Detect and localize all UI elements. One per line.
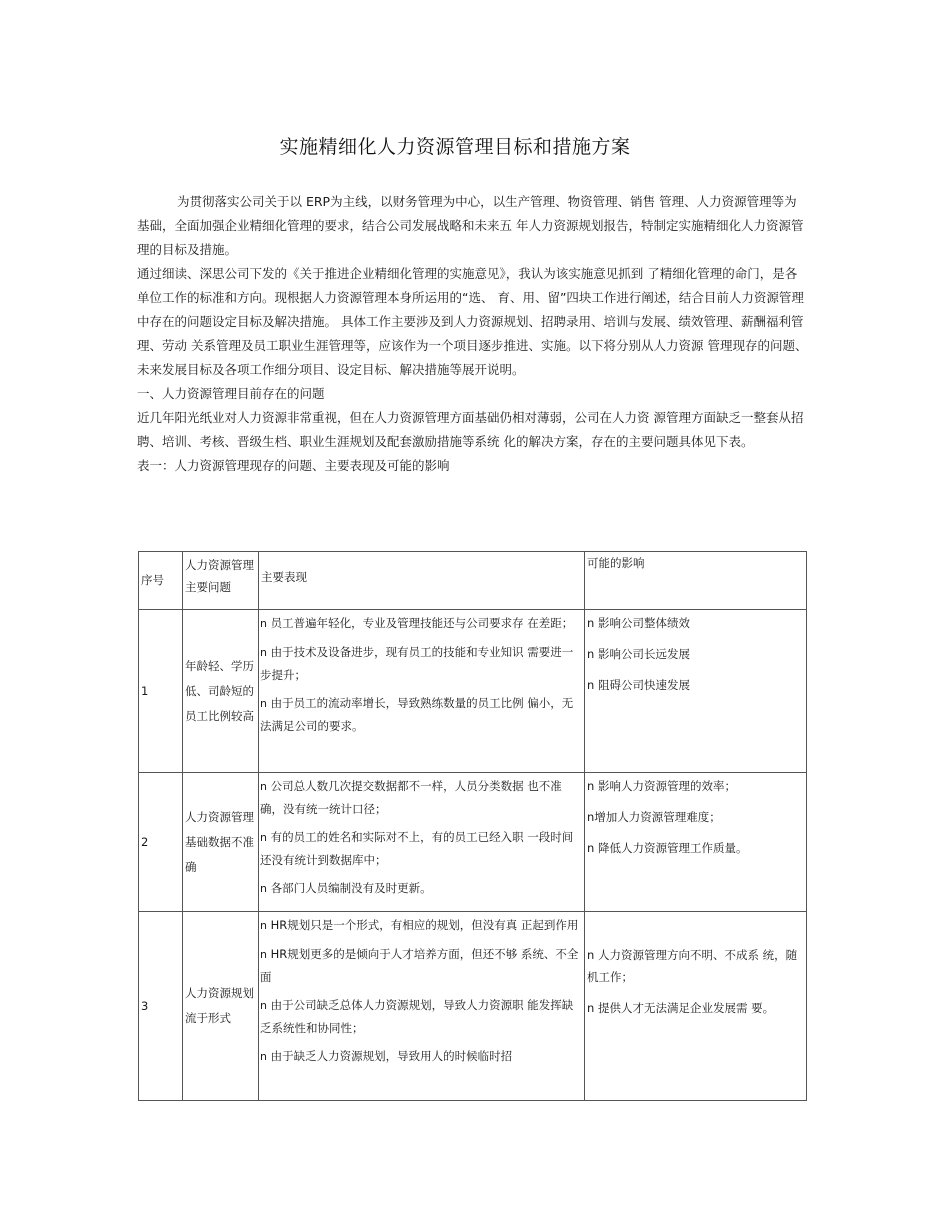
table-row [139,610,807,773]
main-bullet: n HR规划更多的是倾向于人才培养方面，但还不够 系统、不全面 [260,947,579,984]
row-main [259,610,585,773]
table-row [139,912,807,1101]
effect-item: n 阻碍公司快速发展 [587,678,690,692]
effect-item: n 提供人才无法满足企业发展需 要。 [587,1001,775,1015]
row-problem: 人力资源管理基础数据不准确 [183,773,259,912]
row-number: 1 [139,610,183,773]
header-main: 主要表现 [259,552,585,610]
section-heading: 一、人力资源管理目前存在的问题 [137,386,325,401]
row-effects [585,912,807,1101]
main-bullet: n 公司总人数几次提交数据都不一样，人员分类数据 也不准确，没有统一统计口径； [260,779,562,816]
main-bullet: n 员工普遍年轻化，专业及管理技能还与公司要求存 在差距； [260,616,574,630]
issues-table [138,551,807,1101]
effect-item: n 人力资源管理方向不明、不成系 统，随机工作； [587,948,798,984]
main-bullet: n 由于缺乏人力资源规划，导致用人的时候临时招 [260,1049,513,1063]
analysis-paragraph: 通过细读、深思公司下发的《关于推进企业精细化管理的实施意见》，我认为该实施意见抓到 了精细化管理的命门，是各单位工作的标准和方向。现根据人力资源管理本身所运用的“选、 育、用、留”四块工作进行阐述，结合目前人力资源管理中存在的问题设定目标及解决措施。 具体工作主要涉及到人力资源规划、招聘录用、培训与发展、绩效管理、薪酬福利管理、劳动 关系管理及员工职业生涯管理等，应该作为一个项目逐步推进、实施。以下将分别从人力资源 管理现存的问题、未来发展目标及各项工作细分项目、设定目标、解决措施等展开说明。 [137,266,808,377]
effect-item: n 影响公司整体绩效 [587,616,690,630]
header-problem: 人力资源管理主要问题 [183,552,259,610]
header-effect: 可能的影响 [585,552,807,610]
main-bullet: n 由于员工的流动率增长，导致熟练数量的员工比例 偏小，无法满足公司的要求。 [260,696,574,733]
main-bullet: n 由于技术及设备进步，现有员工的技能和专业知识 需要进一步提升； [260,645,574,682]
document-body [137,190,809,478]
table-row [139,773,807,912]
row-main [259,912,585,1101]
header-no: 序号 [139,552,183,610]
effect-item: n 影响人力资源管理的效率； [587,779,736,793]
table-header-row [139,552,807,610]
main-bullet: n 有的员工的姓名和实际对不上，有的员工已经入职 一段时间还没有统计到数据库中； [260,830,574,867]
problems-paragraph: 近几年阳光纸业对人力资源非常重视，但在人力资源管理方面基础仍相对薄弱，公司在人力资 源管理方面缺乏一整套从招聘、培训、考核、晋级生档、职业生涯规划及配套激励措施等系统 化的解决方案，存在的主要问题具体见下表。 [137,410,804,449]
row-main [259,773,585,912]
row-number: 2 [139,773,183,912]
row-effects [585,610,807,773]
effect-item: n 降低人力资源管理工作质量。 [587,841,748,855]
table-caption: 表一：人力资源管理现存的问题、主要表现及可能的影响 [137,458,450,473]
main-bullet: n 由于公司缺乏总体人力资源规划，导致人力资源职 能发挥缺乏系统性和协同性； [260,998,574,1035]
main-bullet: n HR规划只是一个形式，有相应的规划，但没有真 正起到作用 [260,918,579,932]
row-problem: 人力资源规划流于形式 [183,912,259,1101]
row-problem: 年龄轻、学历低、司龄短的员工比例较高 [183,610,259,773]
intro-paragraph: 为贯彻落实公司关于以 ERP为主线，以财务管理为中心，以生产管理、物资管理、销售 管理、人力资源管理等为基础，全面加强企业精细化管理的要求，结合公司发展战略和未来五 年人力资源规划报告，特制定实施精细化人力资源管理的目标及措施。 [137,194,804,257]
document-title: 实施精细化人力资源管理目标和措施方案 [279,136,631,158]
row-effects [585,773,807,912]
main-bullet: n 各部门人员编制没有及时更新。 [260,881,432,895]
effect-item: n增加人力资源管理难度； [587,810,721,824]
row-number: 3 [139,912,183,1101]
effect-item: n 影响公司长远发展 [587,647,690,661]
